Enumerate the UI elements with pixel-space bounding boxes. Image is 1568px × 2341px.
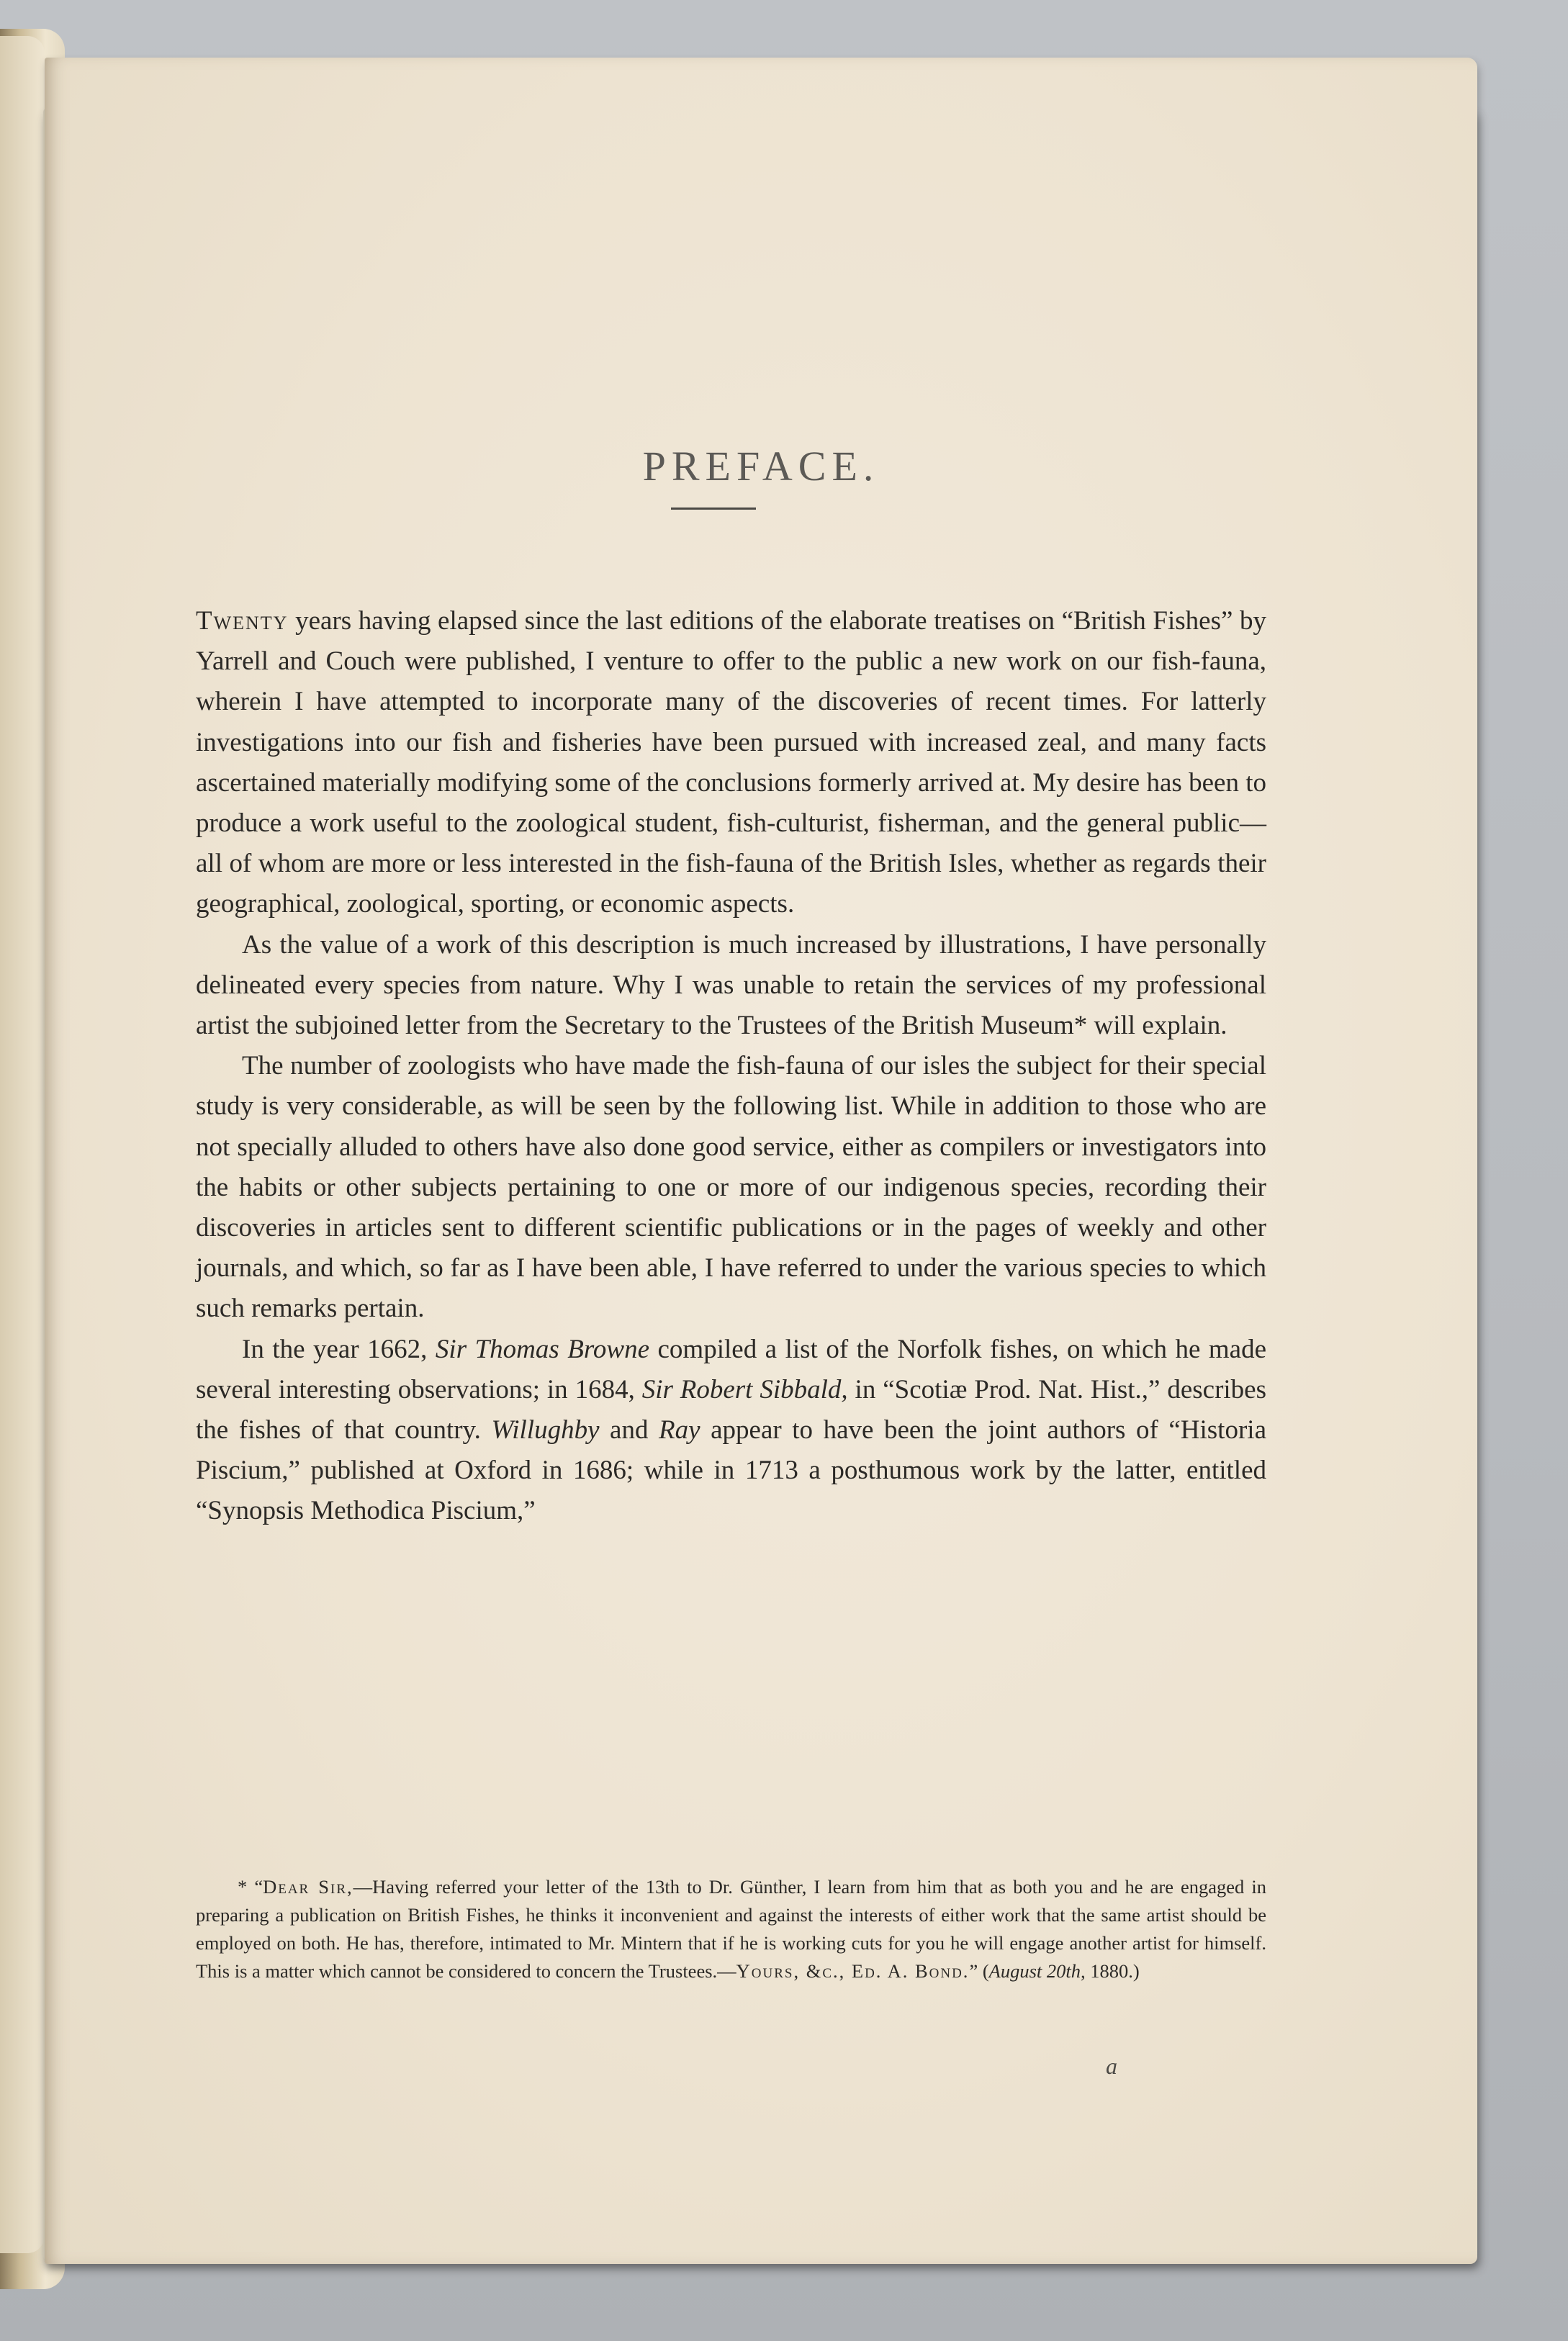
text-run: in “Scotiæ Prod. Nat. Hist.,” describes the fishes of that country. bbox=[196, 1374, 1266, 1445]
text-run: Sir Robert Sibbald, bbox=[641, 1374, 848, 1404]
text-run: Yours, &c., Ed. A. Bond. bbox=[736, 1960, 970, 1982]
text-run: Willughby bbox=[491, 1415, 600, 1445]
text-run: and bbox=[599, 1415, 659, 1445]
paragraph-2 bbox=[196, 925, 1266, 1047]
book-page bbox=[45, 58, 1477, 2264]
footnote bbox=[196, 1873, 1266, 1985]
text-run: Dear Sir, bbox=[263, 1876, 353, 1898]
title-rule bbox=[671, 508, 756, 510]
text-run: years having elapsed since the last editions of the elaborate treatises on “British Fishes” by Yarrell and Couch were published, I venture to offer to the public a new work on our fish-fauna, wherein I have attempted to incorporate many of the discoveries of recent times. For latterly investigations into our fish and fisheries have been pursued with increased zeal, and many facts ascertained materially modifying some of the conclusions formerly arrived at. My desire has been to produce a work useful to the zoological student, fish-culturist, fisherman, and the general public—all of whom are more or less interested in the fish-fauna of the British Isles, whether as regards their geographical, zoological, sporting, or economic aspects. bbox=[196, 606, 1266, 919]
preface-body bbox=[196, 601, 1266, 1532]
paragraph-1 bbox=[196, 601, 1266, 925]
text-run: * “ bbox=[238, 1876, 263, 1898]
text-run: 1880.) bbox=[1085, 1960, 1140, 1982]
text-run: August 20th, bbox=[988, 1960, 1086, 1982]
previous-page-edge bbox=[0, 36, 45, 2253]
text-run: Twenty bbox=[196, 606, 289, 636]
paragraph-4 bbox=[196, 1330, 1266, 1532]
text-run: Ray bbox=[659, 1415, 700, 1445]
paragraph-3 bbox=[196, 1046, 1266, 1329]
text-run: As the value of a work of this description is much increased by illustrations, I have personally delineated every species from nature. Why I was unable to retain the services of my professional artist the subjoined letter from the Secretary to the Trustees of the British Museum* will explain. bbox=[196, 929, 1266, 1041]
page-title: PREFACE. bbox=[642, 442, 880, 490]
text-run: ” ( bbox=[969, 1960, 989, 1982]
text-run: In the year 1662, bbox=[242, 1334, 436, 1364]
text-run: appear to have been the joint authors of “Historia Piscium,” published at Oxford in 1686; while in 1713 a posthumous work by the latter, entitled “Synopsis Methodica Piscium,” bbox=[196, 1415, 1266, 1526]
text-run: —Having referred your letter of the 13th to Dr. Günther, I learn from him that as both you and he are engaged in preparing a publication on British Fishes, he thinks it inconvenient and against the interests of either work that the same artist should be employed on both. He has, therefore, intimated to Mr. Mintern that if he is working cuts for you he will engage another artist for himself. This is a matter which cannot be considered to concern the Trustees.— bbox=[196, 1876, 1266, 1982]
signature-mark: a bbox=[1106, 2053, 1117, 2079]
text-run: Sir Thomas Browne bbox=[435, 1334, 650, 1364]
text-run: compiled a list of the Norfolk fishes, on which he made several interesting observations; in 1684, bbox=[196, 1334, 1266, 1404]
text-run: The number of zoologists who have made the fish-fauna of our isles the subject for their special study is very considerable, as will be seen by the following list. While in addition to those who are not specially alluded to others have also done good service, either as compilers or investigators into the habits or other subjects pertaining to one or more of our indigenous species, recording their discoveries in articles sent to different scientific publications or in the pages of weekly and other journals, and which, so far as I have been able, I have referred to under the various species to which such remarks pertain. bbox=[196, 1051, 1266, 1324]
